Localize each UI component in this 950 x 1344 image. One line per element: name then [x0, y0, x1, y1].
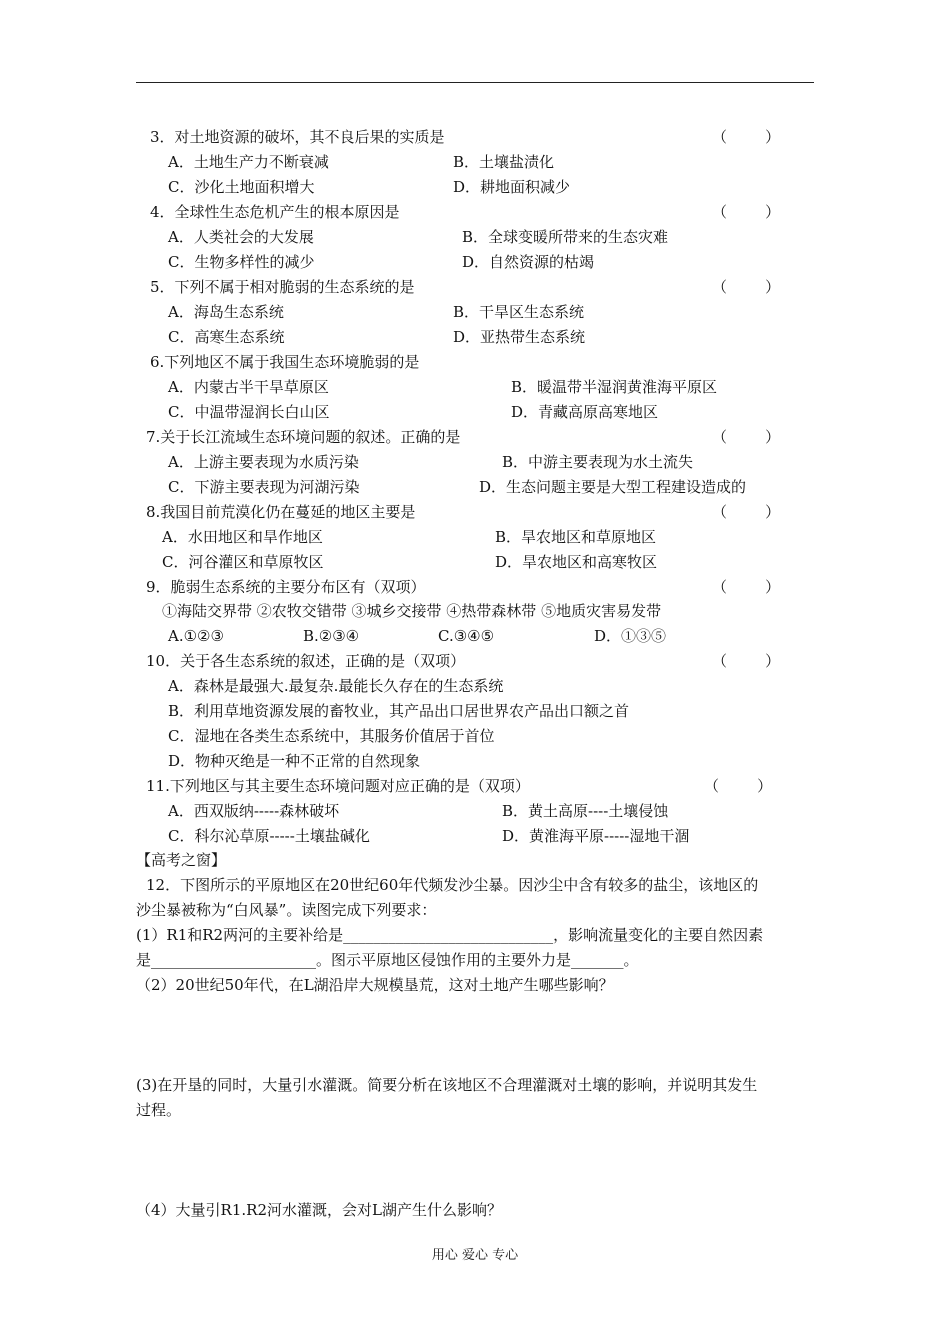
question-4-answer-bracket: （ ）: [712, 203, 781, 221]
question-10-stem: 10．关于各生态系统的叙述，正确的是（双项）: [146, 652, 466, 670]
question-8-stem: 8.我国目前荒漠化仍在蔓延的地区主要是: [146, 503, 416, 521]
question-4-option-b: B．全球变暖所带来的生态灾难: [462, 228, 669, 246]
question-5-option-b: B．干旱区生态系统: [453, 303, 585, 321]
question-9-answer-bracket: （ ）: [712, 578, 781, 596]
question-6-option-a: A．内蒙古半干旱草原区: [168, 378, 329, 396]
question-9-item-list: ①海陆交界带 ②农牧交错带 ③城乡交接带 ④热带森林带 ⑤地质灾害易发带: [162, 602, 662, 620]
question-10-option-d: D．物种灭绝是一种不正常的自然现象: [168, 752, 421, 770]
question-12-part-4: （4）大量引R1.R2河水灌溉，会对L湖产生什么影响？: [136, 1201, 502, 1219]
question-3-option-b: B．土壤盐渍化: [453, 153, 555, 171]
question-9-stem: 9．脆弱生态系统的主要分布区有（双项）: [146, 578, 426, 596]
question-11-option-a: A．西双版纳-----森林破坏: [168, 802, 340, 820]
page-footer: 用心 爱心 专心: [431, 1248, 519, 1263]
question-7-option-d: D．生态问题主要是大型工程建设造成的: [479, 478, 747, 496]
question-12-intro-line-2: 沙尘暴被称为“白风暴”。读图完成下列要求：: [136, 901, 437, 919]
question-11-answer-bracket: （ ）: [704, 777, 773, 795]
question-5-stem: 5．下列不属于相对脆弱的生态系统的是: [150, 278, 415, 296]
question-6-stem: 6.下列地区不属于我国生态环境脆弱的是: [150, 353, 420, 371]
question-4-stem: 4．全球性生态危机产生的根本原因是: [150, 203, 400, 221]
question-4-option-a: A．人类社会的大发展: [168, 228, 314, 246]
question-12-intro-line-1: 12．下图所示的平原地区在20世纪60年代频发沙尘暴。因沙尘中含有较多的盐尘，该地区的: [146, 876, 759, 894]
question-10-option-b: B．利用草地资源发展的畜牧业，其产品出口居世界农产品出口额之首: [168, 702, 630, 720]
question-12-part-1-line-1: (1）R1和R2两河的主要补给是____________________________，影响流量变化的主要自然因素: [136, 926, 764, 944]
question-3-stem: 3．对土地资源的破坏，其不良后果的实质是: [150, 128, 445, 146]
question-6-option-c: C．中温带湿润长白山区: [168, 403, 330, 421]
header-rule: [136, 82, 814, 83]
question-10-option-a: A．森林是最强大.最复杂.最能长久存在的生态系统: [168, 677, 504, 695]
question-11-option-b: B．黄土高原----土壤侵蚀: [502, 802, 669, 820]
section-title: 【高考之窗】: [136, 851, 227, 869]
question-12-part-3-line-2: 过程。: [136, 1101, 182, 1119]
question-10-option-c: C．湿地在各类生态系统中，其服务价值居于首位: [168, 727, 495, 745]
question-9-option-c: C.③④⑤: [438, 627, 495, 645]
question-8-option-d: D．旱农地区和高寒牧区: [495, 553, 658, 571]
question-12-part-1-line-2: 是______________________。图示平原地区侵蚀作用的主要外力是_______。: [136, 951, 639, 969]
question-5-option-d: D．亚热带生态系统: [453, 328, 586, 346]
question-3-option-a: A．土地生产力不断衰减: [168, 153, 329, 171]
question-7-stem: 7.关于长江流域生态环境问题的叙述。正确的是: [146, 428, 461, 446]
question-3-option-d: D．耕地面积减少: [453, 178, 571, 196]
question-6-option-d: D．青藏高原高寒地区: [511, 403, 659, 421]
question-10-answer-bracket: （ ）: [712, 652, 781, 670]
question-8-option-b: B．旱农地区和草原地区: [495, 528, 657, 546]
question-4-option-c: C．生物多样性的减少: [168, 253, 315, 271]
question-9-option-a: A.①②③: [168, 627, 224, 645]
question-9-option-b: B.②③④: [303, 627, 360, 645]
question-7-option-b: B．中游主要表现为水土流失: [502, 453, 694, 471]
question-11-option-d: D．黄淮海平原-----湿地干涸: [502, 827, 690, 845]
question-8-option-a: A．水田地区和旱作地区: [162, 528, 323, 546]
question-4-option-d: D．自然资源的枯竭: [462, 253, 595, 271]
question-5-option-c: C．高寒生态系统: [168, 328, 285, 346]
question-3-answer-bracket: （ ）: [712, 128, 781, 146]
question-11-stem: 11.下列地区与其主要生态环境问题对应正确的是（双项）: [146, 777, 530, 795]
question-11-option-c: C．科尔沁草原-----土壤盐碱化: [168, 827, 370, 845]
question-9-option-d: D．①③⑤: [594, 627, 667, 645]
question-7-option-a: A．上游主要表现为水质污染: [168, 453, 359, 471]
question-3-option-c: C．沙化土地面积增大: [168, 178, 315, 196]
question-7-answer-bracket: （ ）: [712, 428, 781, 446]
question-12-part-3-line-1: (3)在开垦的同时，大量引水灌溉。简要分析在该地区不合理灌溉对土壤的影响，并说明其发生: [136, 1076, 758, 1094]
question-5-answer-bracket: （ ）: [712, 278, 781, 296]
question-7-option-c: C．下游主要表现为河湖污染: [168, 478, 360, 496]
question-6-option-b: B．暖温带半湿润黄淮海平原区: [511, 378, 718, 396]
question-8-answer-bracket: （ ）: [712, 503, 781, 521]
question-12-part-2: （2）20世纪50年代，在L湖沿岸大规模垦荒，这对土地产生哪些影响？: [136, 976, 614, 994]
question-8-option-c: C．河谷灌区和草原牧区: [162, 553, 324, 571]
question-5-option-a: A．海岛生态系统: [168, 303, 284, 321]
